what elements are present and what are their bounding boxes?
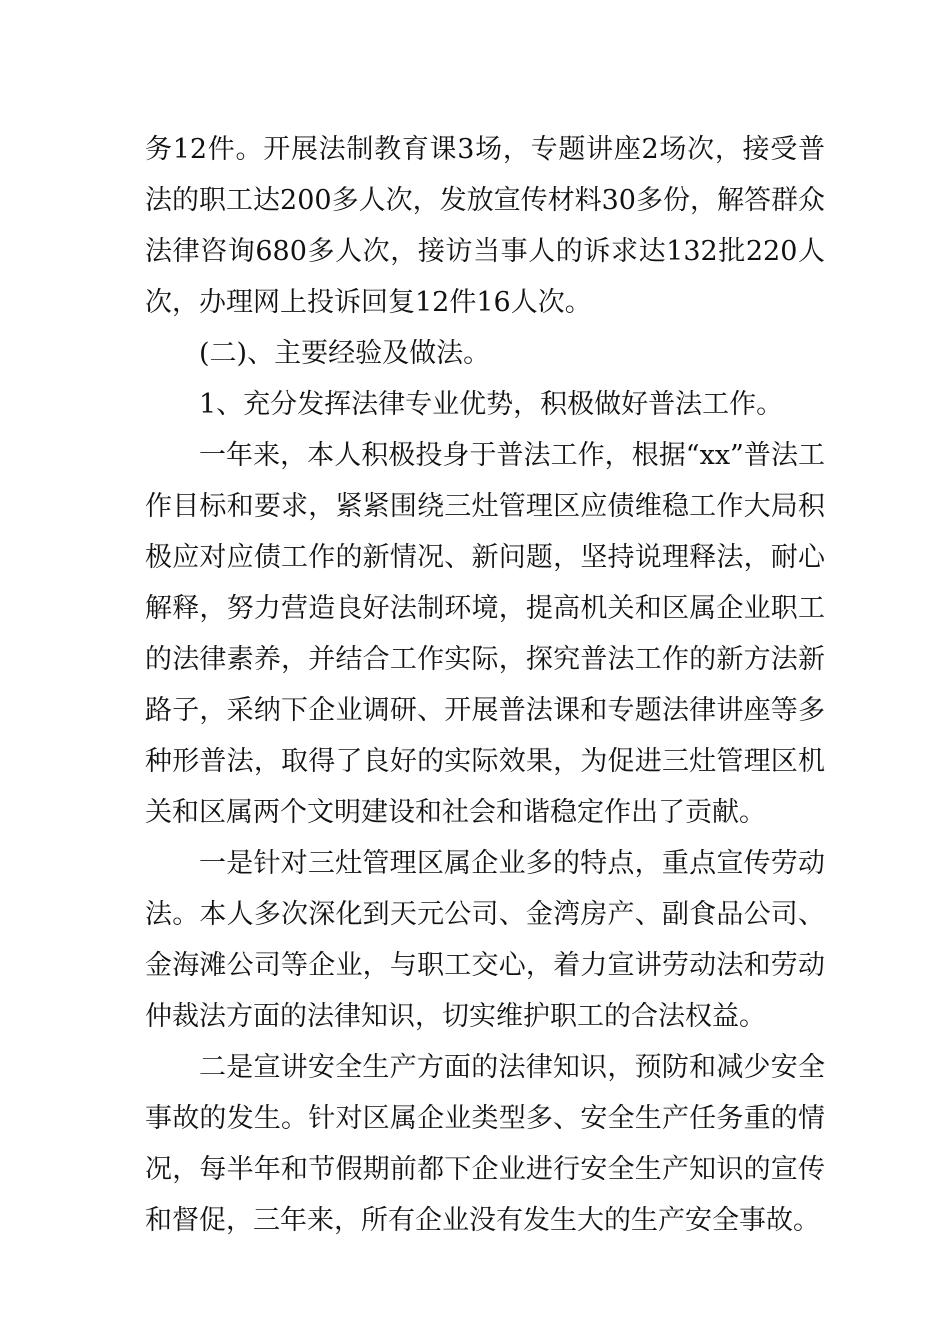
paragraph-5: 一是针对三灶管理区属企业多的特点，重点宣传劳动法。本人多次深化到天元公司、金湾房产、副食品公司、金海滩公司等企业，与职工交心，着力宣讲劳动法和劳动仲裁法方面的法律知识，切实维护职工的合法权益。 bbox=[145, 848, 825, 1032]
paragraph-6: 二是宣讲安全生产方面的法律知识，预防和减少安全事故的发生。针对区属企业类型多、安全生产任务重的情况，每半年和节假期前都下企业进行安全生产知识的宣传和督促，三年来，所有企业没有发生大的生产安全事故。 bbox=[145, 1052, 825, 1236]
paragraph-2-section-heading: (二)、主要经验及做法。 bbox=[199, 338, 491, 369]
document-body bbox=[145, 124, 825, 1246]
paragraph-1: 务12件。开展法制教育课3场，专题讲座2场次，接受普法的职工达200多人次，发放宣传材料30多份，解答群众法律咨询680多人次，接访当事人的诉求达132批220人次，办理网上投诉回复12件16人次。 bbox=[145, 134, 825, 318]
paragraph-3-subheading: 1、充分发挥法律专业优势，积极做好普法工作。 bbox=[199, 389, 784, 420]
paragraph-4: 一年来，本人积极投身于普法工作，根据“xx”普法工作目标和要求，紧紧围绕三灶管理区应债维稳工作大局积极应对应债工作的新情况、新问题，坚持说理释法，耐心解释，努力营造良好法制环境，提高机关和区属企业职工的法律素养，并结合工作实际，探究普法工作的新方法新路子，采纳下企业调研、开展普法课和专题法律讲座等多种形普法，取得了良好的实际效果，为促进三灶管理区机关和区属两个文明建设和社会和谐稳定作出了贡献。 bbox=[145, 440, 825, 828]
